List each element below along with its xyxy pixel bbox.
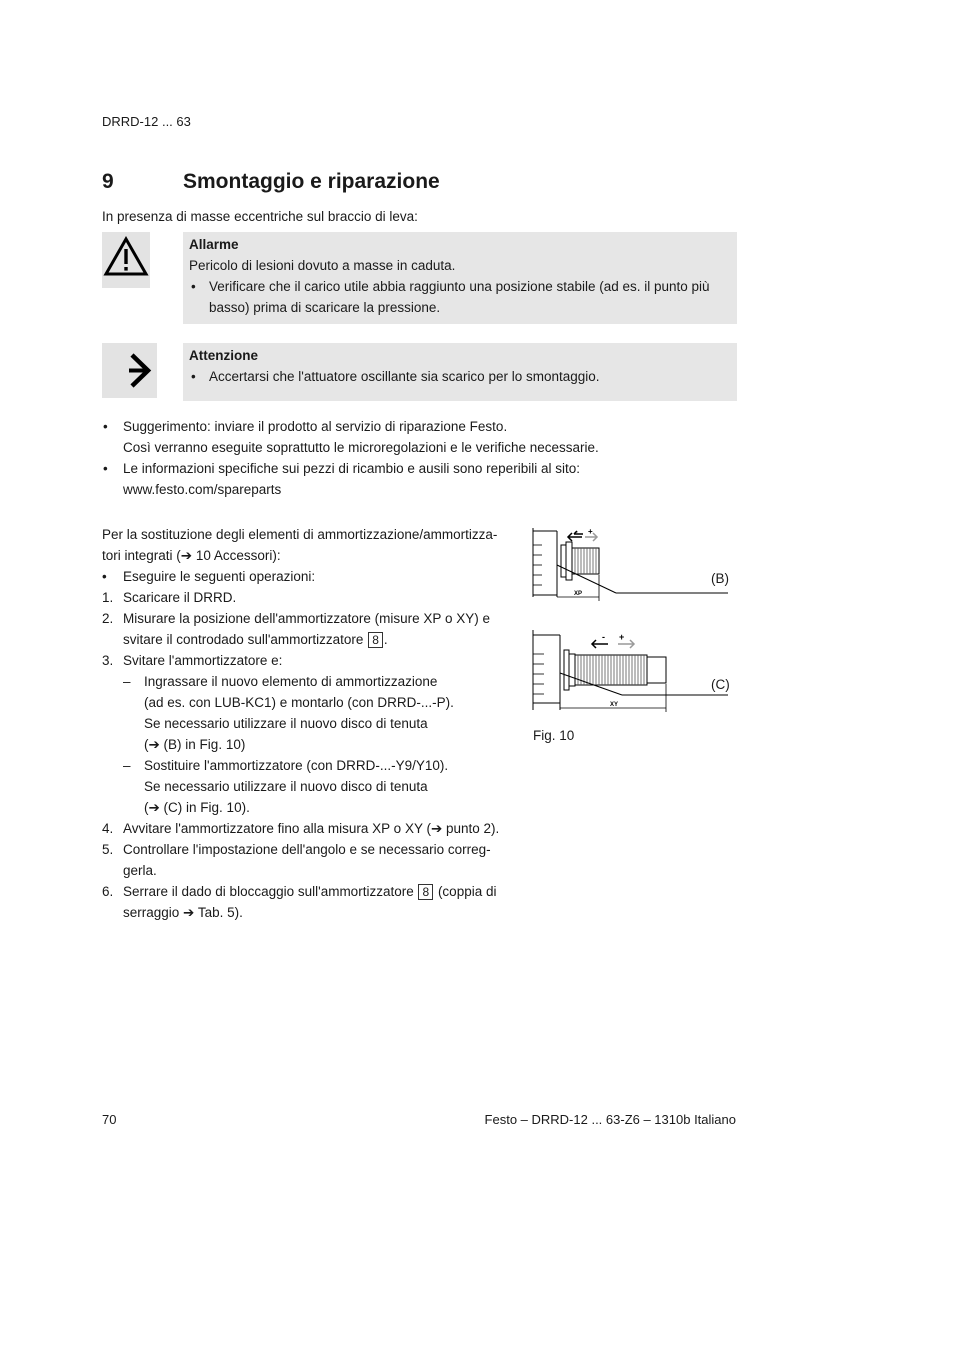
plus-sign: +: [619, 632, 625, 642]
section-title: Smontaggio e riparazione: [183, 170, 440, 193]
step-text: Serrare il dado di bloccaggio sull'ammortizzatore: [123, 884, 414, 899]
step-number: 5.: [102, 842, 114, 857]
step-text: Avvitare l'ammortizzatore fino alla misura XP o XY (➔ punto 2).: [123, 821, 500, 836]
step-number: 3.: [102, 653, 114, 668]
step-2-cont: svitare il controdado sull'ammortizzatore 8 .: [123, 632, 388, 647]
step-3: [102, 650, 520, 671]
step-1: [102, 587, 520, 608]
step-6: [102, 881, 520, 902]
figure-c-drawing: [530, 628, 730, 716]
list-item: [102, 566, 520, 587]
sub-item-cont: (➔ (C) in Fig. 10).: [144, 800, 250, 815]
tip-line: Così verranno eseguite soprattutto le microregolazioni e le verifiche necessarie.: [123, 440, 599, 455]
step-5: [102, 839, 520, 860]
step-number: 4.: [102, 821, 114, 836]
ref-box: 8: [368, 632, 383, 648]
note-title: Attenzione: [189, 348, 258, 363]
step-6-cont: serraggio ➔ Tab. 5).: [123, 905, 243, 920]
step-number: 6.: [102, 884, 114, 899]
page-number: 70: [102, 1112, 117, 1127]
step-2: [102, 608, 520, 629]
section-number: 9: [102, 170, 114, 193]
minus-sign: -: [575, 527, 578, 536]
warning-text: Pericolo di lesioni dovuto a masse in caduta.: [189, 258, 456, 273]
intro-text: In presenza di masse eccentriche sul braccio di leva:: [102, 209, 418, 224]
dimension-label: XY: [610, 702, 619, 708]
dash-marker: –: [123, 758, 131, 773]
dash-marker: –: [123, 674, 131, 689]
step-5-cont: gerla.: [123, 863, 157, 878]
plus-sign: +: [588, 527, 593, 536]
bullet-text: Eseguire le seguenti operazioni:: [123, 569, 316, 584]
step-text: Scaricare il DRRD.: [123, 590, 237, 605]
step-text: (coppia di: [437, 884, 497, 899]
header-doc-code: DRRD-12 ... 63: [102, 114, 191, 129]
sub-text: Ingrassare il nuovo elemento di ammortizzazione: [144, 674, 438, 689]
dimension-label: XP: [574, 591, 583, 597]
sub-item-cont: Se necessario utilizzare il nuovo disco di tenuta: [144, 716, 428, 731]
note-box: [183, 343, 737, 401]
step-text: Svitare l'ammortizzatore e:: [123, 653, 283, 668]
sub-item-cont: Se necessario utilizzare il nuovo disco di tenuta: [144, 779, 428, 794]
paragraph-line: tori integrati (➔ 10 Accessori):: [102, 548, 281, 563]
bullet-marker: •: [102, 569, 107, 584]
warning-bullet: • Verificare che il carico utile abbia raggiunto una posizione stabile (ad es. il punto più basso) prima di scaricare la pressione.: [189, 276, 725, 318]
step-text: Controllare l'impostazione dell'angolo e se necessario correg-: [123, 842, 491, 857]
step-text: Misurare la posizione dell'ammortizzatore (misure XP o XY) e: [123, 611, 490, 626]
sub-item-cont: (➔ (B) in Fig. 10): [144, 737, 246, 752]
ref-box: 8: [418, 884, 433, 900]
note-bullet: • Accertarsi che l'attuatore oscillante sia scarico per lo smontaggio.: [189, 366, 725, 387]
minus-sign: -: [602, 632, 605, 642]
warning-icon: [102, 232, 150, 288]
arrow-right-icon: [102, 343, 157, 398]
warning-title: Allarme: [189, 237, 239, 252]
tip-line: • Suggerimento: inviare il prodotto al servizio di riparazione Festo.: [123, 419, 508, 434]
spareparts-link[interactable]: www.festo.com/spareparts: [123, 482, 282, 497]
sub-item: [102, 671, 520, 692]
sub-text: Sostituire l'ammortizzatore (con DRRD-...-Y9/Y10).: [144, 758, 449, 773]
step-text: svitare il controdado sull'ammortizzatore: [123, 632, 364, 647]
sub-item: [102, 755, 520, 776]
step-4: [102, 818, 520, 839]
paragraph-line: Per la sostituzione degli elementi di ammortizzazione/ammortizza-: [102, 527, 498, 542]
instructions: [102, 524, 520, 923]
tip-line: • Le informazioni specifiche sui pezzi di ricambio e ausili sono reperibili al sito:: [123, 461, 580, 476]
figure-label-c: (C): [711, 677, 730, 692]
list-item: [102, 458, 742, 500]
warning-box: [183, 232, 737, 324]
figure-label-b: (B): [711, 571, 729, 586]
sub-item-cont: (ad es. con LUB-KC1) e montarlo (con DRRD-...-P).: [144, 695, 454, 710]
tips-list: [102, 416, 742, 500]
step-number: 1.: [102, 590, 114, 605]
step-number: 2.: [102, 611, 114, 626]
footer-doc-title: Festo – DRRD-12 ... 63-Z6 – 1310b Italiano: [484, 1112, 736, 1127]
figure-b-drawing: [530, 525, 730, 605]
list-item: [102, 416, 742, 458]
figure-caption: Fig. 10: [533, 728, 575, 743]
